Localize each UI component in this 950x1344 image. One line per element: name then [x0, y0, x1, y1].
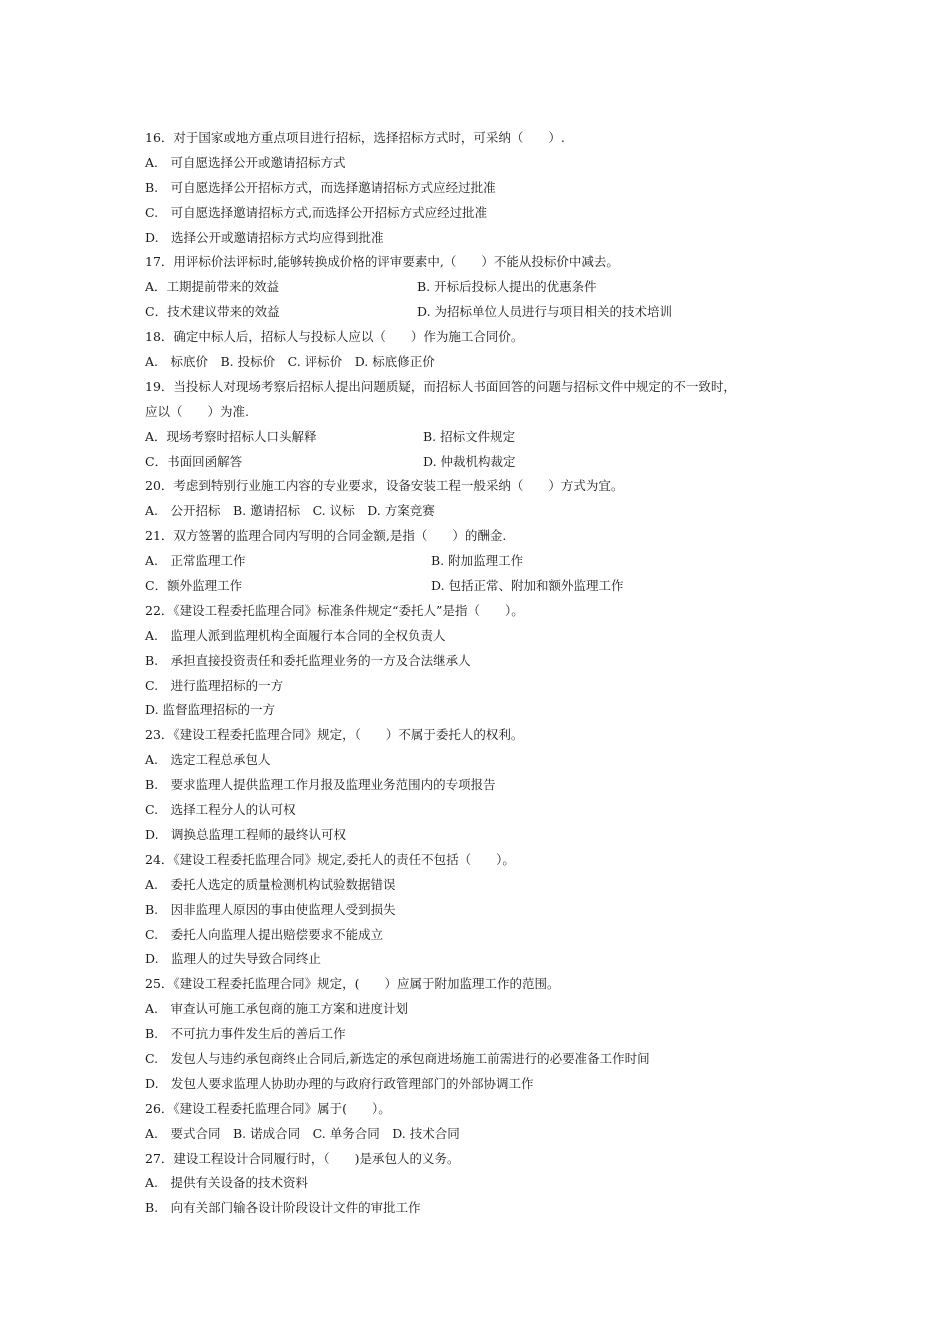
question-23-option-a: A. 选定工程总承包人	[145, 752, 271, 768]
question-19-stem-continued: 应以（ ）为准.	[145, 403, 249, 419]
question-17-stem: 17．用评标价法评标时,能够转换成价格的评审要素中,（ ）不能从投标价中减去。	[145, 254, 619, 270]
question-17-option-b: B. 开标后投标人提出的优惠条件	[417, 279, 597, 295]
question-19-options-row-1	[145, 425, 845, 450]
question-21-option-b: B. 附加监理工作	[431, 553, 524, 569]
question-23-option-c: C. 选择工程分人的认可权	[145, 802, 296, 818]
question-26-stem: 26．《建设工程委托监理合同》属于( ）。	[145, 1100, 391, 1116]
question-24-stem: 24．《建设工程委托监理合同》规定,委托人的责任不包括（ ）。	[145, 851, 515, 867]
question-22-stem: 22．《建设工程委托监理合同》标准条件规定“委托人”是指（ ）。	[145, 602, 524, 618]
question-24-option-b: B. 因非监理人原因的事由使监理人受到损失	[145, 901, 396, 917]
question-27-option-b: B. 向有关部门输各设计阶段设计文件的审批工作	[145, 1200, 421, 1216]
question-18-stem: 18．确定中标人后，招标人与投标人应以（ ）作为施工合同价。	[145, 329, 524, 345]
question-24-option-d: D. 监理人的过失导致合同终止	[145, 951, 322, 967]
question-25-option-c: C. 发包人与违约承包商终止合同后,新选定的承包商进场施工前需进行的必要准备工作时间	[145, 1050, 650, 1066]
question-19-option-d: D. 仲裁机构裁定	[423, 453, 516, 469]
question-16-option-b: B. 可自愿选择公开招标方式，而选择邀请招标方式应经过批准	[145, 179, 496, 195]
question-17-option-d: D. 为招标单位人员进行与项目相关的技术培训	[417, 304, 673, 320]
question-23-option-b: B. 要求监理人提供监理工作月报及监理业务范围内的专项报告	[145, 777, 496, 793]
question-22-option-d: D. 监督监理招标的一方	[145, 702, 276, 718]
question-17-option-a: A．工期提前带来的效益	[145, 279, 280, 295]
question-25-option-a: A. 审查认可施工承包商的施工方案和进度计划	[145, 1001, 409, 1017]
question-20-stem: 20．考虑到特别行业施工内容的专业要求，设备安装工程一般采纳（ ）方式为宜。	[145, 478, 624, 494]
question-26-options: A. 要式合同 B. 诺成合同 C. 单务合同 D. 技术合同	[145, 1125, 460, 1141]
question-23-stem: 23．《建设工程委托监理合同》规定，（ ）不属于委托人的权利。	[145, 727, 524, 743]
question-17-option-c: C．技术建议带来的效益	[145, 304, 280, 320]
question-27-option-a: A. 提供有关设备的技术资料	[145, 1175, 309, 1191]
question-16-stem: 16．对于国家或地方重点项目进行招标，选择招标方式时，可采纳（ ）.	[145, 130, 565, 145]
question-16-option-c: C. 可自愿选择邀请招标方式,而选择公开招标方式应经过批准	[145, 204, 488, 220]
question-21-options-row-1	[145, 549, 845, 574]
question-16-option-a: A. 可自愿选择公开或邀请招标方式	[145, 154, 346, 170]
question-24-option-c: C. 委托人向监理人提出赔偿要求不能成立	[145, 926, 384, 942]
question-19-option-c: C．书面回函解答	[145, 453, 243, 469]
question-22-option-c: C. 进行监理招标的一方	[145, 677, 284, 693]
question-22-option-a: A. 监理人派到监理机构全面履行本合同的全权负责人	[145, 627, 446, 643]
question-21-stem: 21．双方签署的监理合同内写明的合同金额,是指（ ）的酬金.	[145, 528, 507, 544]
question-16-option-d: D. 选择公开或邀请招标方式均应得到批准	[145, 229, 384, 245]
question-21-option-a: A. 正常监理工作	[145, 553, 246, 569]
question-19-option-b: B. 招标文件规定	[423, 428, 516, 444]
question-21-options-row-2	[145, 574, 845, 599]
question-19-stem: 19．当投标人对现场考察后招标人提出问题质疑，而招标人书面回答的问题与招标文件中规定的不一致时，	[145, 378, 736, 394]
question-21-option-c: C．额外监理工作	[145, 578, 243, 594]
question-25-stem: 25．《建设工程委托监理合同》规定，( ）应属于附加监理工作的范围。	[145, 976, 560, 992]
question-20-options: A. 公开招标 B. 邀请招标 C. 议标 D. 方案竞赛	[145, 503, 435, 519]
question-19-options-row-2	[145, 450, 845, 475]
document-page	[145, 126, 845, 1221]
question-22-option-b: B. 承担直接投资责任和委托监理业务的一方及合法继承人	[145, 652, 471, 668]
question-25-option-b: B. 不可抗力事件发生后的善后工作	[145, 1026, 346, 1042]
question-21-option-d: D. 包括正常、附加和额外监理工作	[431, 578, 624, 594]
question-25-option-d: D. 发包人要求监理人协助办理的与政府行政管理部门的外部协调工作	[145, 1075, 534, 1091]
question-17-options-row-1	[145, 275, 845, 300]
question-24-option-a: A. 委托人选定的质量检测机构试验数据错误	[145, 876, 396, 892]
question-27-stem: 27．建设工程设计合同履行时，（ )是承包人的义务。	[145, 1150, 460, 1166]
question-18-options: A. 标底价 B. 投标价 C. 评标价 D. 标底修正价	[145, 354, 435, 370]
question-19-option-a: A．现场考察时招标人口头解释	[145, 428, 317, 444]
question-17-options-row-2	[145, 300, 845, 325]
question-23-option-d: D. 调换总监理工程师的最终认可权	[145, 826, 347, 842]
